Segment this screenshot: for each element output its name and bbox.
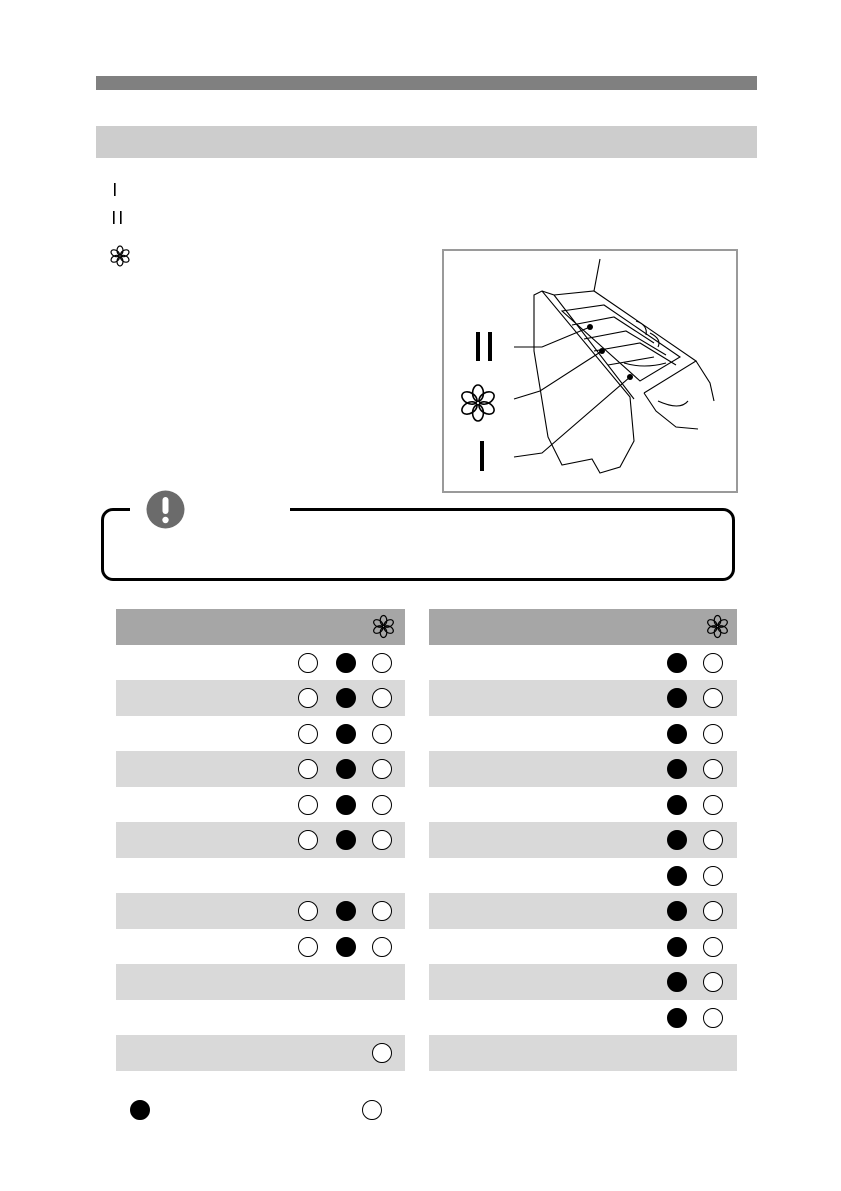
empty-dot-icon [372,724,392,744]
softener-flower-icon [705,614,730,639]
top-rule [96,76,757,90]
empty-dot-icon [372,759,392,779]
empty-dot-icon [298,724,318,744]
table-row [429,751,737,787]
filled-dot-icon [336,724,356,744]
empty-dot-icon [703,688,723,708]
table-row [429,1000,737,1036]
mainwash-roman-ii-icon [110,208,128,228]
table-header-row [429,609,737,645]
diagram-flower-icon [460,385,497,421]
empty-dot-icon [372,830,392,850]
empty-dot-icon [298,901,318,921]
empty-dot-icon [703,759,723,779]
empty-dot-icon [372,795,392,815]
empty-dot-icon [703,724,723,744]
table-row [429,716,737,752]
table-row [116,1000,405,1036]
filled-dot-icon [667,937,687,957]
filled-dot-icon [667,972,687,992]
detergent-drawer-diagram [442,249,738,493]
table-row [429,929,737,965]
filled-dot-icon [336,901,356,921]
softener-flower-icon [108,244,132,264]
empty-dot-icon [372,937,392,957]
empty-dot-icon [372,1043,392,1063]
empty-dot-icon [372,653,392,673]
table-row [116,858,405,894]
filled-dot-icon [667,795,687,815]
table-row [116,787,405,823]
table-row [116,645,405,681]
empty-dot-icon [298,759,318,779]
empty-dot-icon [703,901,723,921]
table-header-row [116,609,405,645]
empty-dot-icon [703,653,723,673]
filled-dot-icon [667,653,687,673]
empty-dot-icon [703,866,723,886]
filled-dot-icon [130,1100,150,1120]
filled-dot-icon [667,759,687,779]
empty-dot-icon [703,795,723,815]
filled-dot-icon [667,866,687,886]
empty-dot-icon [372,688,392,708]
empty-dot-icon [372,901,392,921]
empty-dot-icon [362,1100,382,1120]
detergent-table-left [116,609,405,1071]
table-row [429,893,737,929]
table-row [429,858,737,894]
empty-dot-icon [703,1008,723,1028]
filled-dot-icon [336,937,356,957]
table-row [429,645,737,681]
filled-dot-icon [667,688,687,708]
softener-flower-icon [371,614,396,639]
table-row [429,680,737,716]
filled-dot-icon [336,830,356,850]
table-row [429,964,737,1000]
filled-dot-icon [667,724,687,744]
filled-dot-icon [667,1008,687,1028]
prewash-roman-i-icon [110,180,122,200]
filled-dot-icon [336,795,356,815]
table-row [116,929,405,965]
detergent-table-right [429,609,737,1071]
table-row [116,893,405,929]
section-header-band [96,126,757,158]
empty-dot-icon [298,688,318,708]
notice-box [101,508,735,581]
filled-dot-icon [667,901,687,921]
empty-dot-icon [298,830,318,850]
table-row [116,680,405,716]
empty-dot-icon [298,653,318,673]
empty-dot-icon [703,972,723,992]
table-row [116,822,405,858]
table-row [116,1035,405,1071]
empty-dot-icon [703,830,723,850]
exclamation-icon [145,489,186,530]
table-row [116,964,405,1000]
table-row [429,822,737,858]
empty-dot-icon [298,795,318,815]
table-row [429,787,737,823]
empty-dot-icon [703,937,723,957]
filled-dot-icon [336,653,356,673]
table-row [116,716,405,752]
filled-dot-icon [336,759,356,779]
table-row [429,1035,737,1071]
table-row [116,751,405,787]
filled-dot-icon [336,688,356,708]
empty-dot-icon [298,937,318,957]
filled-dot-icon [667,830,687,850]
